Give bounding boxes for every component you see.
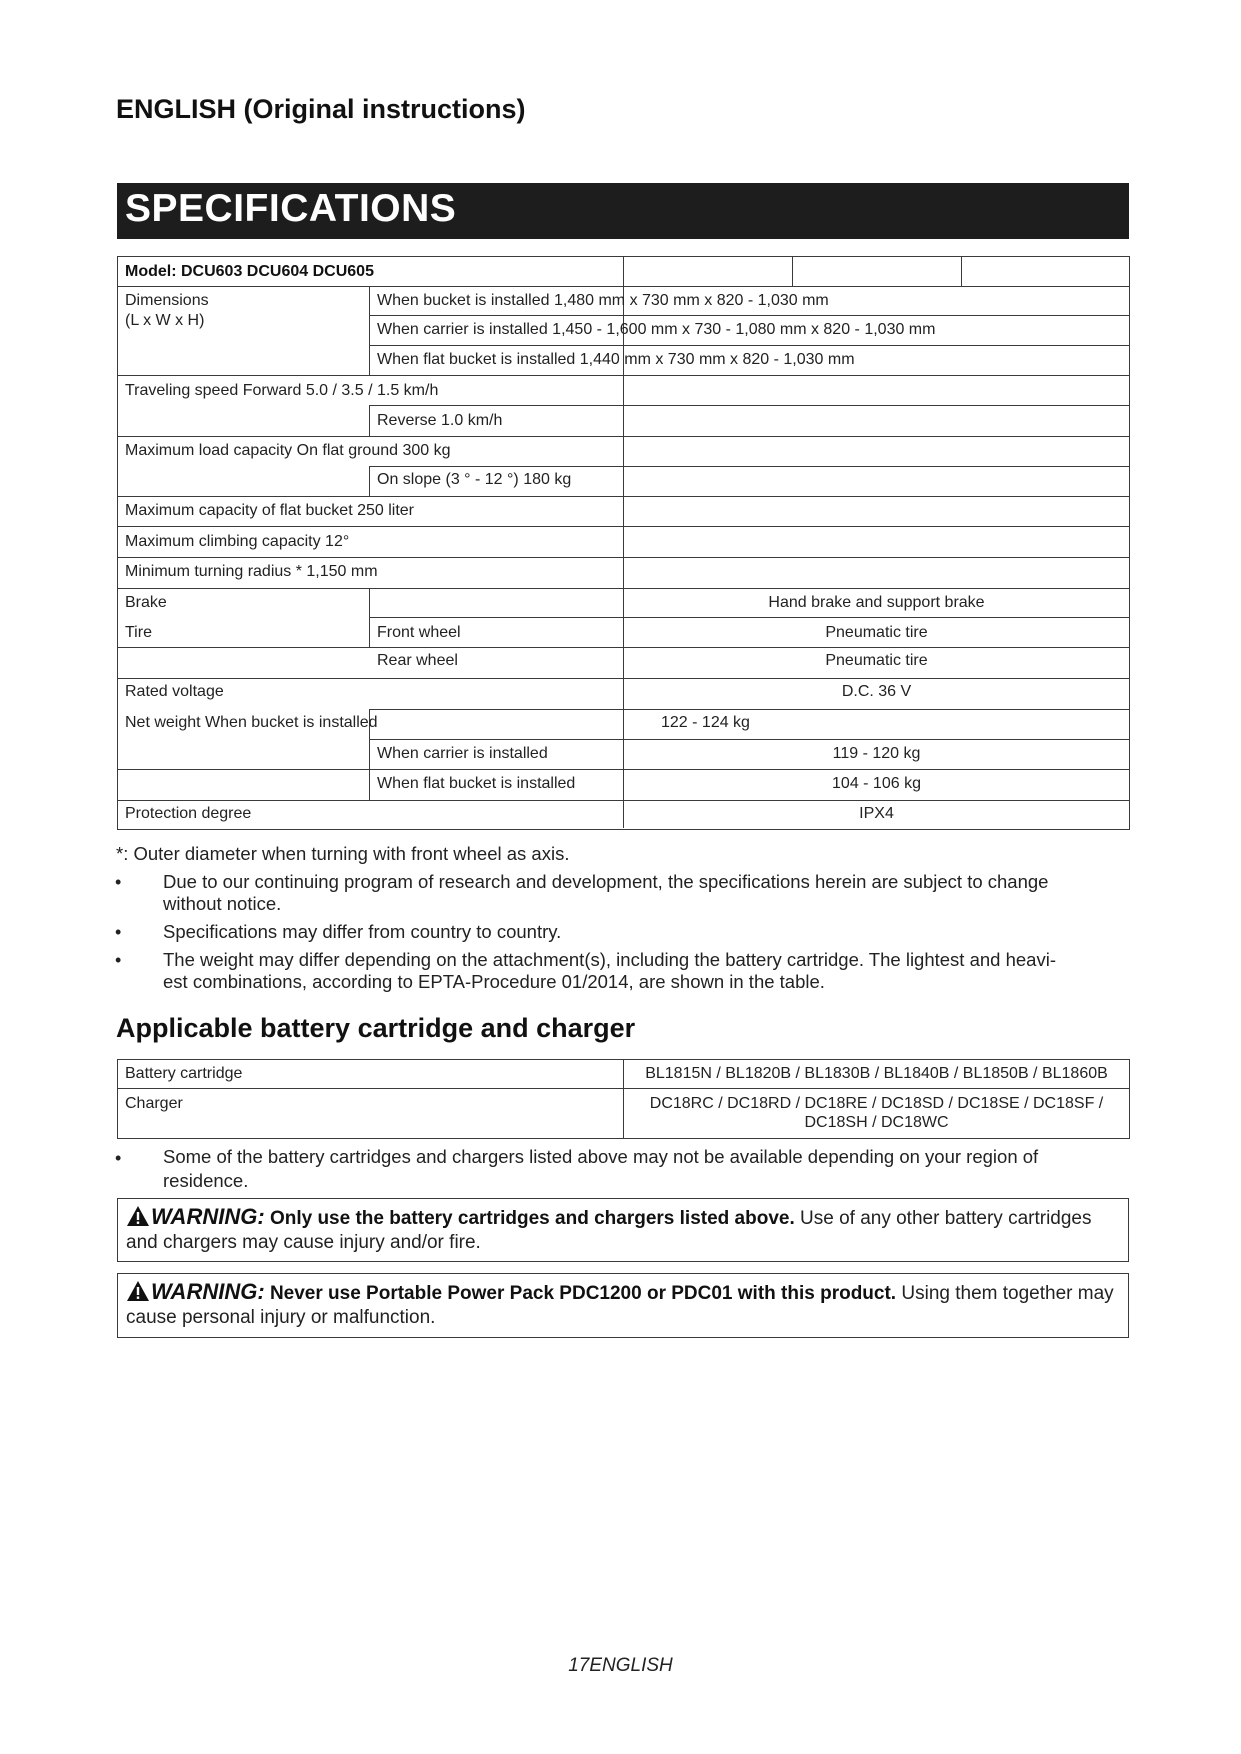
specifications-table (117, 256, 1130, 830)
section-title: SPECIFICATIONS (125, 187, 457, 230)
table-rule (369, 739, 1129, 740)
flat-bucket-capacity: Maximum capacity of flat bucket 250 liter (125, 502, 415, 519)
warning-triangle-icon (126, 1280, 150, 1302)
load-capacity: Maximum load capacity On flat ground 300 kg (125, 442, 451, 459)
table-rule (369, 315, 1129, 316)
voltage-value: D.C. 36 V (841, 683, 912, 700)
battery-note-line-2: residence. (163, 1170, 249, 1191)
table-rule (369, 466, 370, 496)
note-item-1-line-2: without notice. (163, 893, 282, 914)
brake-label: Brake (125, 594, 167, 611)
protection-value: IPX4 (859, 805, 894, 822)
note-item-3-line-1: The weight may differ depending on the attachment(s), including the battery cartridge. The lightest and heavi- (163, 949, 1056, 970)
reverse-speed: Reverse 1.0 km/h (377, 412, 503, 429)
voltage-label: Rated voltage (125, 683, 224, 700)
warning-box-2 (117, 1273, 1129, 1338)
note-item-1-line-1: Due to our continuing program of research and development, the specifications herein are subject to change (163, 871, 1049, 892)
battery-section-title: Applicable battery cartridge and charger (116, 1013, 636, 1043)
warning-1-bold: Only use the battery cartridges and chargers listed above. (269, 1208, 795, 1229)
net-weight-flat-label: When flat bucket is installed (377, 775, 576, 792)
battery-table (117, 1059, 1130, 1139)
note-item-3-line-2: est combinations, according to EPTA-Procedure 01/2014, are shown in the table. (163, 971, 825, 992)
bullet: • (115, 872, 122, 892)
table-rule (369, 617, 1129, 618)
table-rule (369, 345, 1129, 346)
table-rule (369, 405, 370, 436)
warning-box-1 (117, 1198, 1129, 1262)
note-item-2: Specifications may differ from country to country. (163, 921, 562, 942)
load-capacity-slope: On slope (3 ° - 12 °) 180 kg (377, 471, 572, 488)
table-rule (369, 709, 1129, 710)
dimension-flat-bucket: When flat bucket is installed 1,440 mm x 730 mm x 820 - 1,030 mm (377, 351, 855, 368)
protection-label: Protection degree (125, 805, 252, 822)
table-rule (369, 466, 1129, 467)
battery-cartridge-value: BL1815N / BL1820B / BL1830B / BL1840B / BL1850B / BL1860B (645, 1065, 1108, 1082)
dimensions-label: Dimensions (125, 292, 209, 309)
tire-front-label: Front wheel (377, 624, 461, 641)
warning-triangle-icon (126, 1205, 150, 1227)
net-weight-carrier-value: 119 - 120 kg (832, 745, 921, 762)
bullet: • (115, 950, 122, 970)
language-heading: ENGLISH (Original instructions) (116, 94, 526, 124)
asterisk-note: *: Outer diameter when turning with front wheel as axis. (116, 843, 570, 864)
climbing-capacity: Maximum climbing capacity 12° (125, 533, 350, 550)
brake-value: Hand brake and support brake (768, 594, 985, 611)
warning-label: WARNING: (151, 1279, 265, 1304)
tire-rear-value: Pneumatic tire (825, 652, 928, 669)
battery-cartridge-label: Battery cartridge (125, 1065, 243, 1082)
turning-radius: Minimum turning radius * 1,150 mm (125, 563, 378, 580)
warning-2-bold: Never use Portable Power Pack PDC1200 or PDC01 with this product. (269, 1283, 897, 1304)
tire-rear-label: Rear wheel (377, 652, 458, 669)
warning-label: WARNING: (151, 1204, 265, 1229)
net-weight-carrier-label: When carrier is installed (377, 745, 548, 762)
tire-front-value: Pneumatic tire (825, 624, 928, 641)
table-rule (623, 257, 624, 828)
warning-1-text: Use of any other battery cartridges and chargers may cause injury and/or fire. (126, 1208, 1092, 1253)
net-weight-label: Net weight When bucket is installed (125, 714, 378, 731)
table-rule (792, 257, 793, 286)
charger-value-line-1: DC18RC / DC18RD / DC18RE / DC18SD / DC18SE / DC18SF / (649, 1095, 1104, 1112)
battery-note-line-1: Some of the battery cartridges and chargers listed above may not be available depending on your region of (163, 1146, 1039, 1167)
bullet: • (115, 922, 122, 942)
dimension-carrier: When carrier is installed 1,450 - 1,600 mm x 730 - 1,080 mm x 820 - 1,030 mm (377, 321, 936, 338)
model-label: Model: DCU603 DCU604 DCU605 (125, 263, 374, 280)
dimension-bucket: When bucket is installed 1,480 mm x 730 mm x 820 - 1,030 mm (377, 292, 829, 309)
table-rule (369, 405, 1129, 406)
charger-value-line-2: DC18SH / DC18WC (804, 1114, 949, 1131)
bullet: • (115, 1148, 122, 1168)
table-rule (961, 257, 962, 286)
table-rule (369, 286, 370, 375)
warning-2-text: Using them together may cause personal injury or malfunction. (126, 1283, 1114, 1328)
dimensions-sublabel: (L x W x H) (125, 312, 205, 329)
traveling-speed: Traveling speed Forward 5.0 / 3.5 / 1.5 km/h (125, 382, 439, 399)
net-weight-flat-value: 104 - 106 kg (832, 775, 921, 792)
net-weight-bucket-value: 122 - 124 kg (661, 714, 750, 731)
tire-label: Tire (125, 624, 152, 641)
page-footer: 17ENGLISH (568, 1655, 673, 1676)
charger-label: Charger (125, 1095, 183, 1112)
table-rule (369, 588, 370, 647)
specifications-banner (117, 183, 1129, 239)
